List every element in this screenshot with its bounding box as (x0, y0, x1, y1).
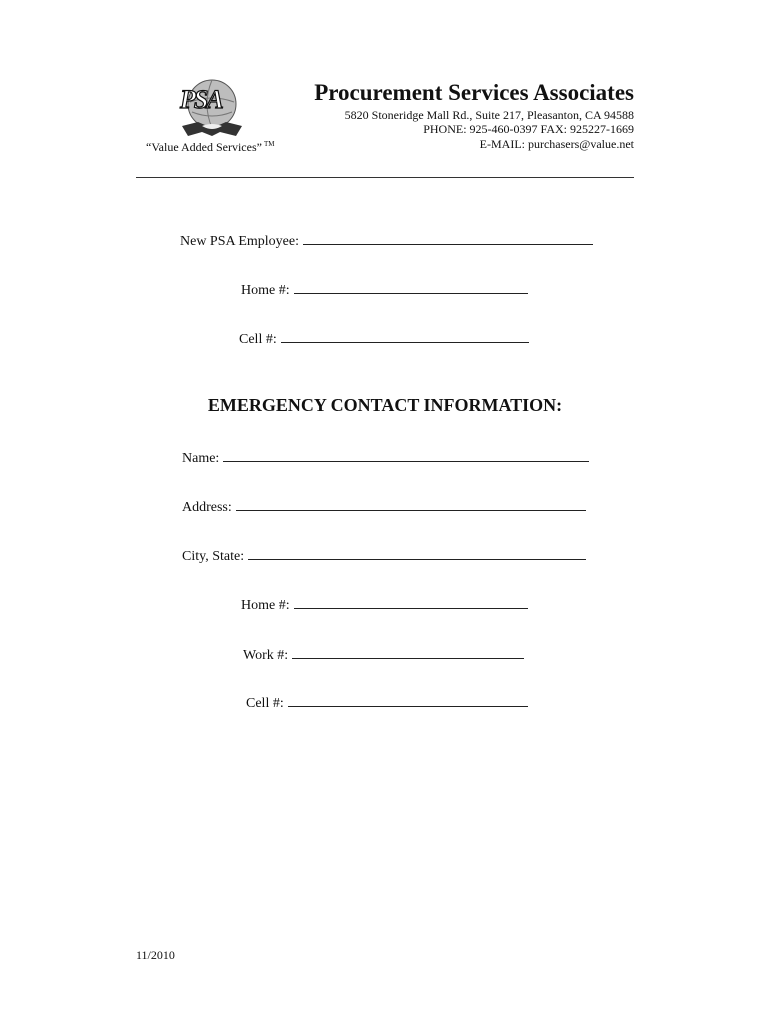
emergency-work-field[interactable] (243, 646, 524, 664)
emergency-address-field[interactable] (182, 498, 586, 516)
form-revision-date: 11/2010 (136, 948, 175, 962)
tagline (146, 140, 274, 155)
emergency-work-label: Work #: (243, 648, 289, 663)
emergency-city-state-label: City, State: (182, 549, 245, 564)
emergency-cell-label: Cell #: (246, 696, 284, 711)
emergency-section-title: EMERGENCY CONTACT INFORMATION: (207, 395, 563, 415)
emergency-home-label: Home #: (241, 598, 290, 613)
employee-cell-blank[interactable] (281, 330, 529, 343)
emergency-address-blank[interactable] (236, 498, 586, 511)
emergency-home-field[interactable] (241, 596, 528, 614)
emergency-city-state-blank[interactable] (248, 547, 586, 560)
company-name: Procurement Services Associates (314, 80, 634, 105)
employee-home-label: Home #: (241, 283, 290, 298)
company-address: 5820 Stoneridge Mall Rd., Suite 217, Pleasanton, CA 94588 (344, 108, 634, 122)
emergency-cell-field[interactable] (246, 694, 528, 712)
emergency-name-blank[interactable] (223, 449, 589, 462)
header-divider (136, 177, 634, 178)
psa-globe-handshake-logo-icon (172, 74, 248, 142)
employee-home-field[interactable] (241, 281, 528, 299)
employee-cell-field[interactable] (239, 330, 529, 348)
company-email: E-MAIL: purchasers@value.net (479, 137, 634, 151)
emergency-home-blank[interactable] (294, 596, 528, 609)
company-phone-fax: PHONE: 925-460-0397 FAX: 925227-1669 (423, 122, 634, 136)
employee-cell-label: Cell #: (239, 332, 277, 347)
tagline-text: “Value Added Services” (146, 140, 262, 154)
trademark-mark: TM (263, 140, 275, 148)
emergency-name-label: Name: (182, 451, 220, 466)
emergency-city-state-field[interactable] (182, 547, 586, 565)
emergency-name-field[interactable] (182, 449, 589, 467)
emergency-cell-blank[interactable] (288, 694, 528, 707)
employee-name-label: New PSA Employee: (180, 234, 299, 249)
svg-text:PSA: PSA (180, 85, 222, 114)
employee-home-blank[interactable] (294, 281, 528, 294)
emergency-address-label: Address: (182, 500, 232, 515)
emergency-work-blank[interactable] (292, 646, 524, 659)
psa-logo (172, 74, 248, 142)
employee-name-blank[interactable] (303, 232, 593, 245)
employee-name-field[interactable] (180, 232, 593, 250)
